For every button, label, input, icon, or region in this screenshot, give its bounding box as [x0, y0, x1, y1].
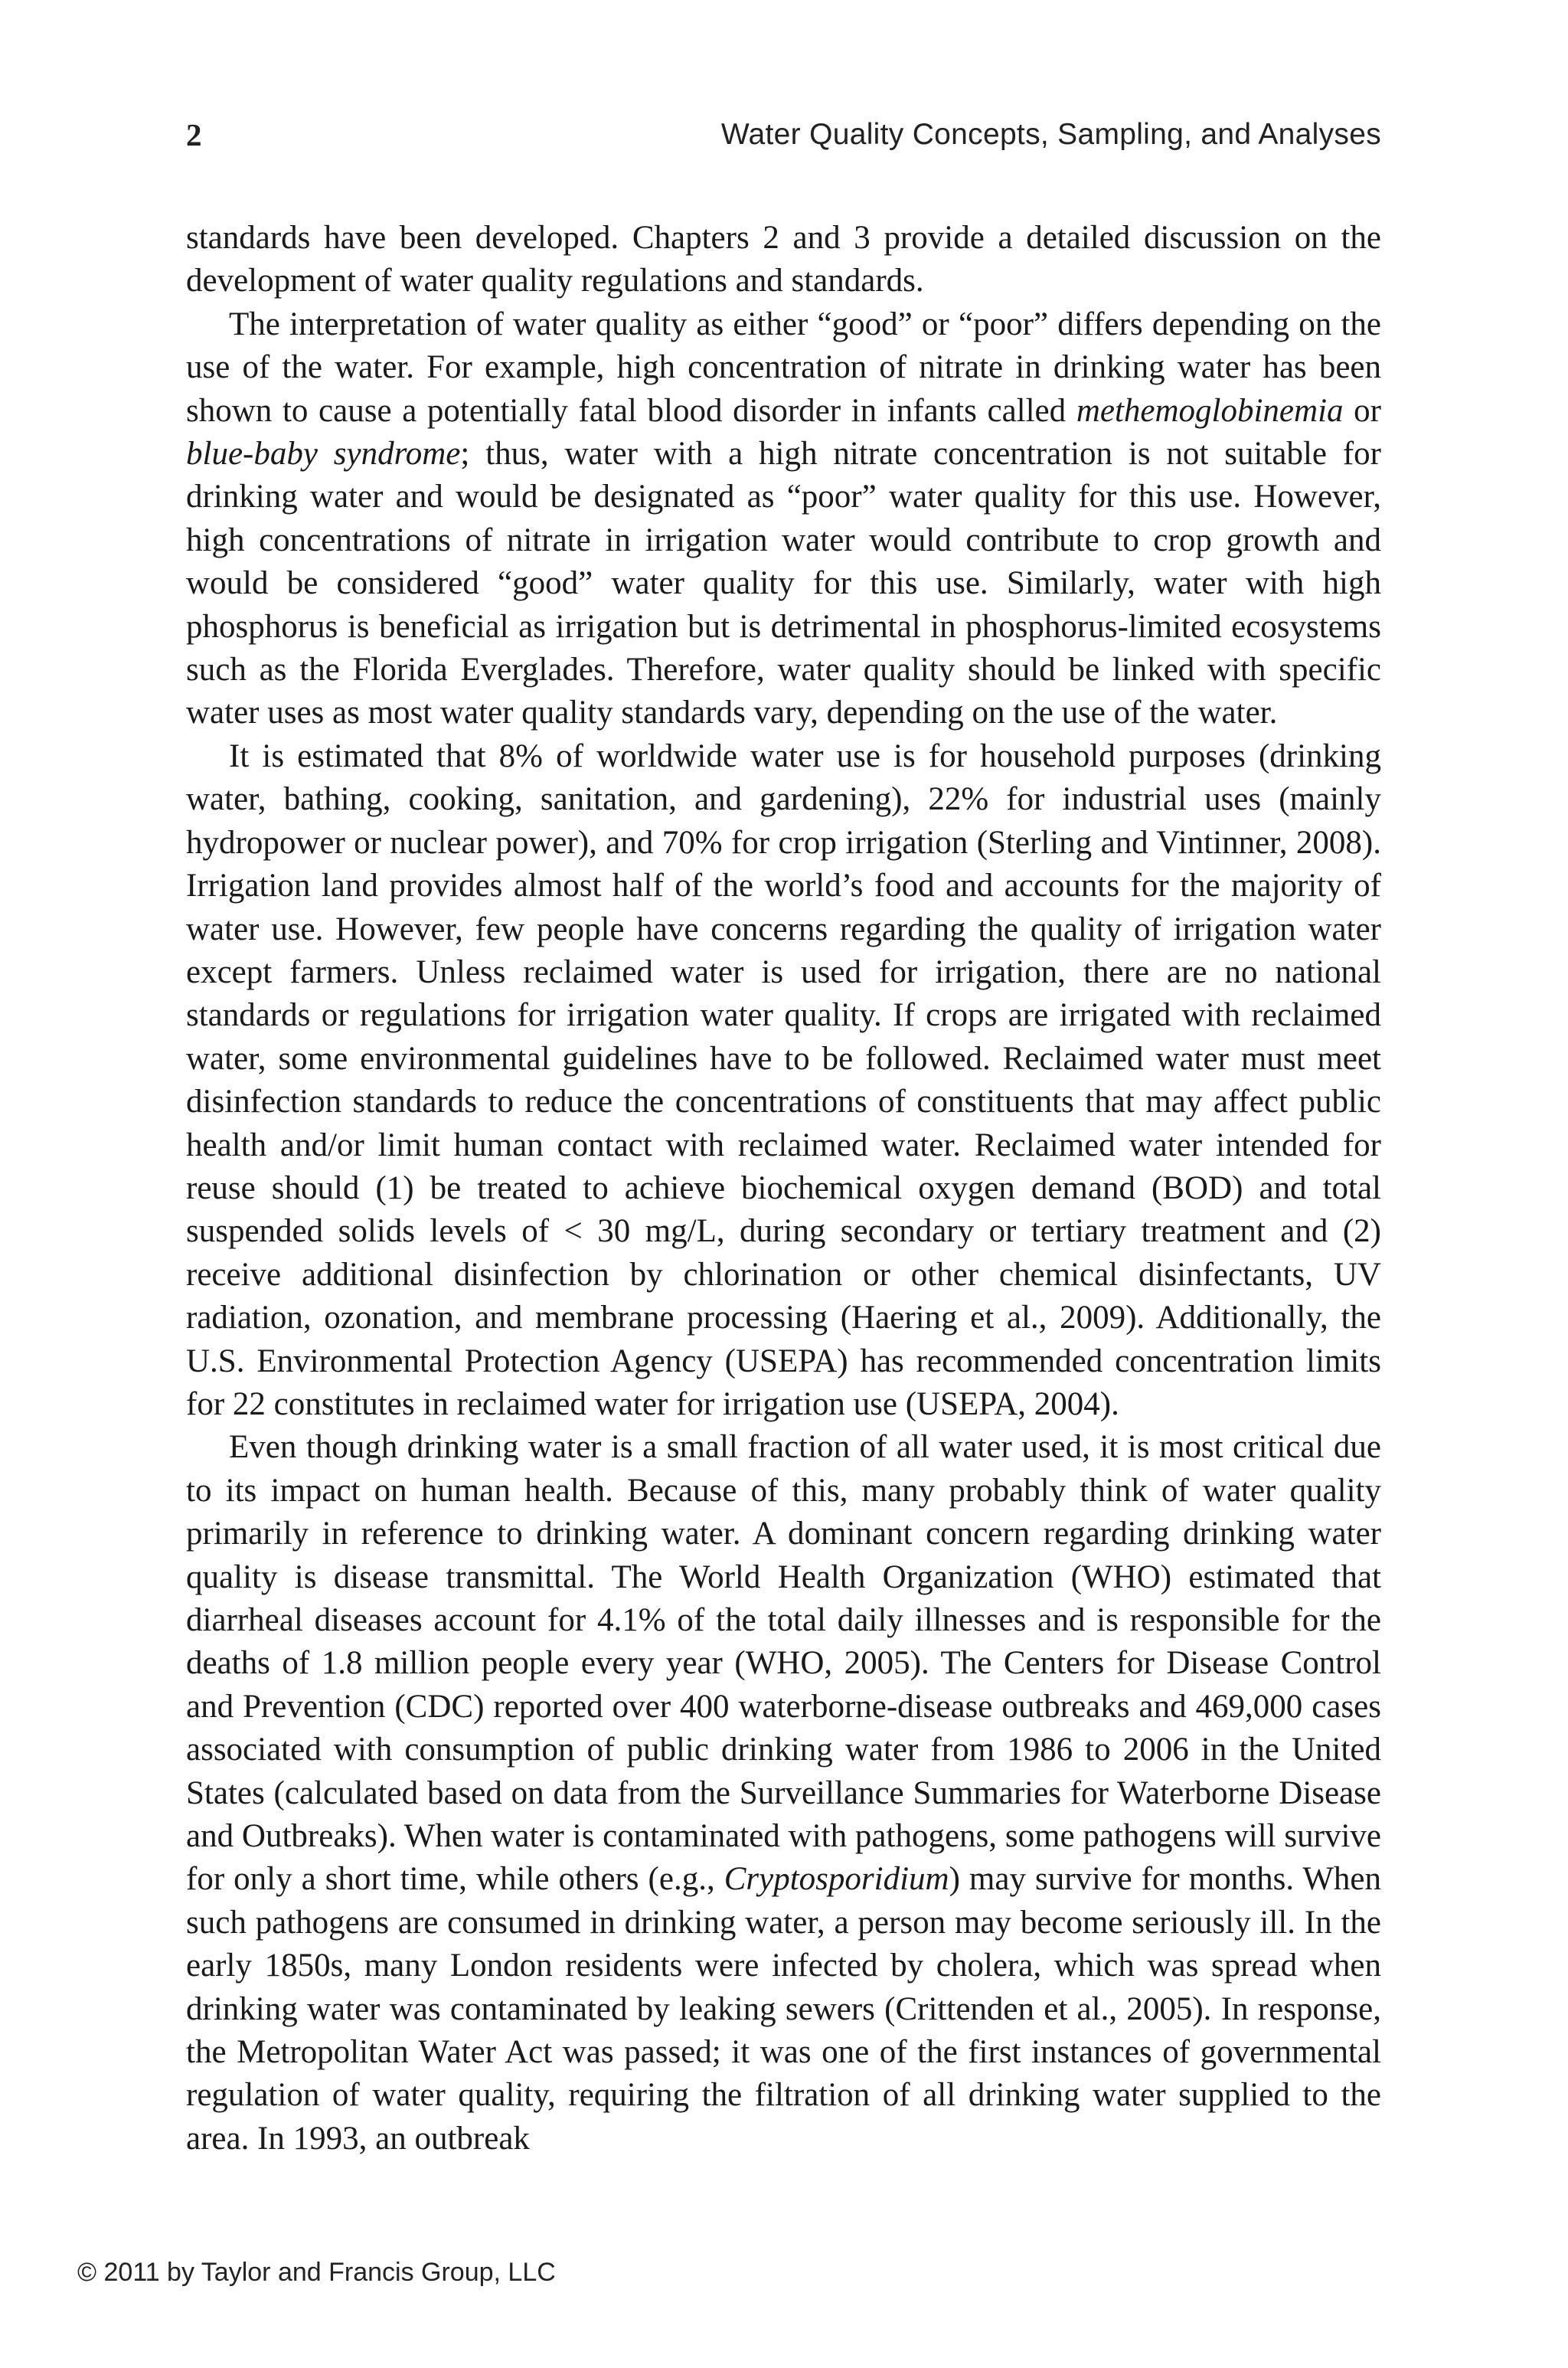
body-text [186, 217, 1381, 2160]
paragraph-3: It is estimated that 8% of worldwide water use is for household purposes (drinking water, bathing, cooking, sanitation, and gardening), 22% for industrial uses (mainly hydropower or nuclear power), and 70% for crop irrigation (Sterling and Vintinner, 2008). Irrigation land provides almost half of the world’s food and accounts for the majority of water use. However, few people have concerns regarding the quality of irrigation water except farmers. Unless reclaimed water is used for irrigation, there are no national standards or regulations for irrigation water quality. If crops are irrigated with reclaimed water, some environmental guidelines have to be followed. Reclaimed water must meet disinfection standards to reduce the concentrations of constituents that may affect public health and/or limit human contact with reclaimed water. Reclaimed water intended for reuse should (1) be treated to achieve biochemical oxygen demand (BOD) and total suspended solids levels of < 30 mg/L, during secondary or tertiary treatment and (2) receive additional disinfection by chlorination or other chemical disinfectants, UV radiation, ozonation, and membrane processing (Haering et al., 2009). Additionally, the U.S. Environmental Protection Agency (USEPA) has recommended concentration limits for 22 constitutes in reclaimed water for irrigation use (USEPA, 2004). [186, 738, 1381, 1422]
page-number: 2 [186, 117, 202, 152]
paragraph-2 [186, 303, 1381, 735]
term-blue-baby-syndrome: blue-baby syndrome [186, 436, 461, 473]
running-head [186, 116, 1381, 162]
paragraph-2-text-a: The interpretation of water quality as either “good” or “poor” differs depending on the use of the water. For example, high concentration of nitrate in drinking water has been shown to cause a potentially fatal blood disorder in infants called [186, 306, 1381, 429]
term-cryptosporidium: Cryptosporidium [724, 1861, 949, 1898]
paragraph-2-text-c: ; thus, water with a high nitrate concentration is not suitable for drinking water and would be designated as “poor” water quality for this use. However, high concentrations of nitrate in irrigation water would contribute to crop growth and would be considered “good” water quality for this use. Similarly, water with high phosphorus is beneficial as irrigation but is detrimental in phosphorus-limited ecosystems such as the Florida Everglades. Therefore, water quality should be linked with specific water uses as most water quality standards vary, depending on the use of the water. [186, 436, 1381, 731]
paragraph-4-text-b: ) may survive for months. When such pathogens are consumed in drinking water, a person may become seriously ill. In the early 1850s, many London residents were infected by cholera, which was spread when drinking water was contaminated by leaking sewers (Crittenden et al., 2005). In response, the Metropolitan Water Act was passed; it was one of the first instances of governmental regulation of water quality, requiring the filtration of all drinking water supplied to the area. In 1993, an outbreak [186, 1861, 1381, 2157]
copyright-notice: © 2011 by Taylor and Francis Group, LLC [77, 2258, 556, 2287]
term-methemoglobinemia: methemoglobinemia [1076, 392, 1344, 429]
paragraph-1: standards have been developed. Chapters 2 and 3 provide a detailed discussion on the development of water quality regulations and standards. [186, 220, 1381, 299]
paragraph-4-text-a: Even though drinking water is a small fraction of all water used, it is most critical due to its impact on human health. Because of this, many probably think of water quality primarily in reference to drinking water. A dominant concern regarding drinking water quality is disease transmittal. The World Health Organization (WHO) estimated that diarrheal diseases account for 4.1% of the total daily illnesses and is responsible for the deaths of 1.8 million people every year (WHO, 2005). The Centers for Disease Control and Prevention (CDC) reported over 400 waterborne-disease outbreaks and 469,000 cases associated with consumption of public drinking water from 1986 to 2006 in the United States (calculated based on data from the Surveillance Summaries for Waterborne Disease and Outbreaks). When water is contaminated with pathogens, some pathogens will survive for only a short time, while others (e.g., [186, 1429, 1381, 1898]
running-title: Water Quality Concepts, Sampling, and Analyses [720, 118, 1381, 151]
paragraph-4 [186, 1426, 1381, 2160]
paragraph-2-text-b: or [1343, 392, 1381, 429]
